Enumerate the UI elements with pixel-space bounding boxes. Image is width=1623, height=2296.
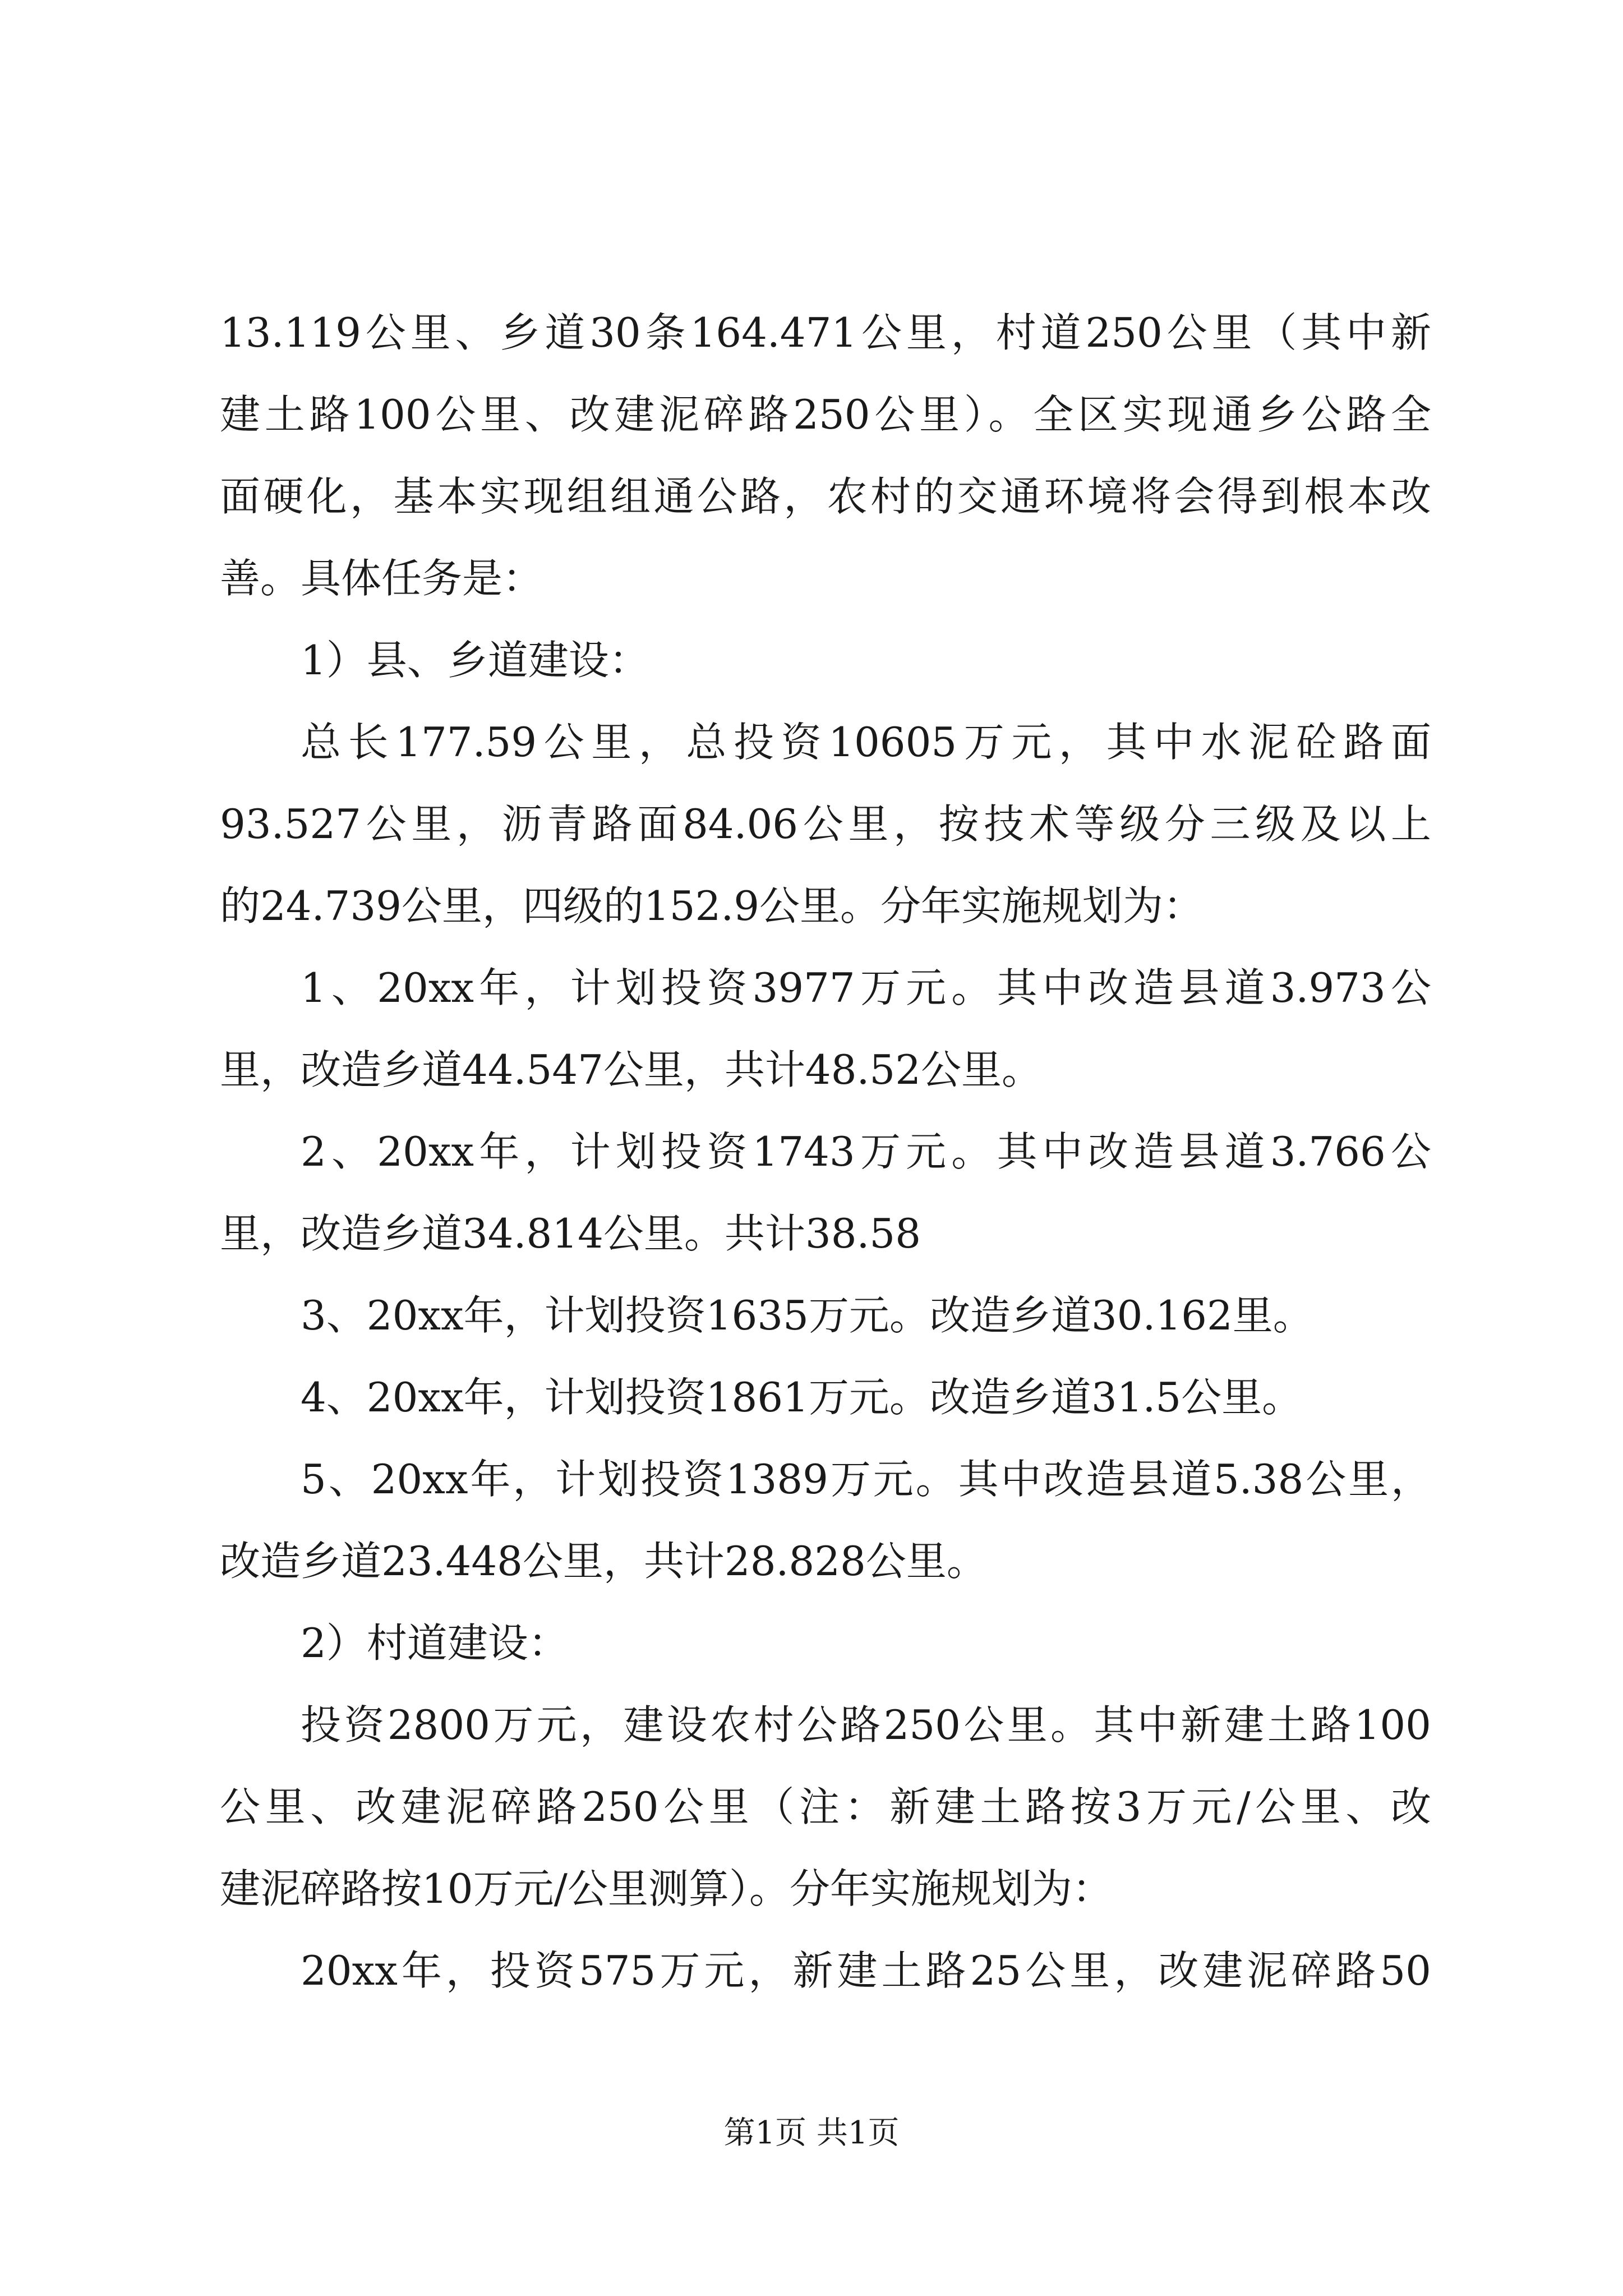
page-number-label: 第1页 共1页 — [723, 2115, 900, 2151]
list-item-year-1: 1、20xx年，计划投资3977万元。其中改造县道3.973公 — [301, 964, 1431, 1011]
text-line: 20xx年，投资575万元，新建土路25公里，改建泥碎路50 — [301, 1947, 1431, 1994]
list-item-year-5: 5、20xx年，计划投资1389万元。其中改造县道5.38公里， — [301, 1456, 1431, 1503]
page-footer — [0, 2114, 1623, 2153]
list-item-year-2: 2、20xx年，计划投资1743万元。其中改造县道3.766公 — [301, 1128, 1431, 1175]
section-heading-county-township-roads: 1）县、乡道建设： — [301, 637, 649, 684]
text-line: 93.527公里，沥青路面84.06公里，按技术等级分三级及以上 — [220, 800, 1431, 848]
text-line: 里，改造乡道44.547公里，共计48.52公里。 — [220, 1046, 1043, 1093]
list-item-year-4: 4、20xx年，计划投资1861万元。改造乡道31.5公里。 — [301, 1374, 1303, 1421]
text-line: 面硬化，基本实现组组通公路，农村的交通环境将会得到根本改 — [220, 473, 1431, 520]
text-line: 里，改造乡道34.814公里。共计38.58 — [220, 1210, 921, 1257]
text-line: 13.119公里、乡道30条164.471公里，村道250公里（其中新 — [220, 309, 1431, 356]
text-line: 建泥碎路按10万元/公里测算）。分年实施规划为： — [220, 1865, 1113, 1912]
text-line: 投资2800万元，建设农村公路250公里。其中新建土路100 — [301, 1701, 1431, 1749]
section-heading-village-roads: 2）村道建设： — [301, 1619, 569, 1667]
text-line: 建土路100公里、改建泥碎路250公里）。全区实现通乡公路全 — [220, 391, 1431, 438]
text-line: 改造乡道23.448公里，共计28.828公里。 — [220, 1538, 987, 1585]
text-line: 总长177.59公里，总投资10605万元，其中水泥砼路面 — [301, 719, 1431, 766]
document-body — [220, 292, 1431, 2012]
text-line: 善。具体任务是： — [220, 555, 543, 602]
list-item-year-3: 3、20xx年，计划投资1635万元。改造乡道30.162里。 — [301, 1292, 1313, 1339]
text-line: 的24.739公里，四级的152.9公里。分年实施规划为： — [220, 882, 1204, 930]
text-line: 公里、改建泥碎路250公里（注：新建土路按3万元/公里、改 — [220, 1783, 1431, 1830]
